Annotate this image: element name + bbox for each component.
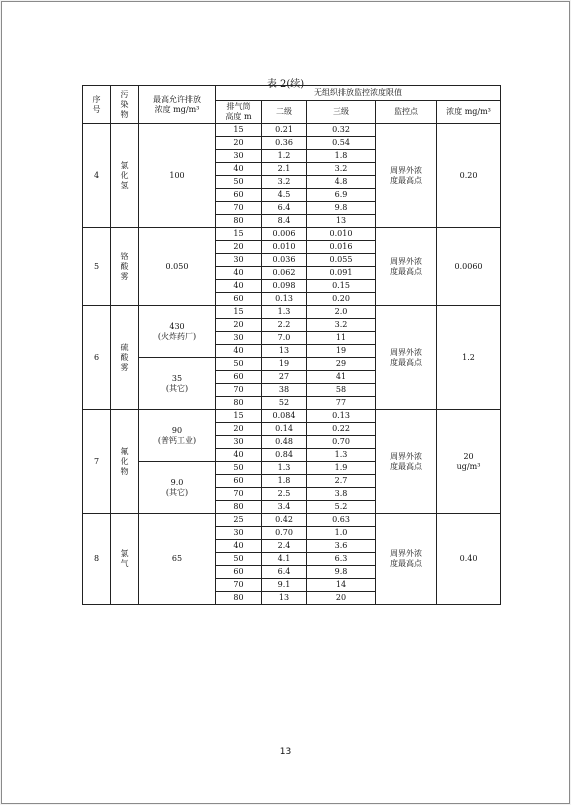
pollutant-cell: 氟 化 物 <box>111 410 139 514</box>
height-cell: 70 <box>216 488 262 501</box>
level2-cell: 0.14 <box>262 423 307 436</box>
max-conc-cell: 430 (火炸药厂) <box>139 306 216 358</box>
level2-cell: 1.3 <box>262 306 307 319</box>
level3-cell: 41 <box>307 371 376 384</box>
monitor-point-cell: 周界外浓 度最高点 <box>376 514 437 605</box>
height-cell: 80 <box>216 215 262 228</box>
height-cell: 40 <box>216 163 262 176</box>
monitor-point-cell: 周界外浓 度最高点 <box>376 124 437 228</box>
table-row <box>83 228 501 241</box>
level2-cell: 3.4 <box>262 501 307 514</box>
height-cell: 40 <box>216 280 262 293</box>
conc-cell: 0.20 <box>437 124 501 228</box>
pollutant-cell: 氯 气 <box>111 514 139 605</box>
level2-cell: 0.006 <box>262 228 307 241</box>
level2-cell: 6.4 <box>262 202 307 215</box>
height-cell: 60 <box>216 475 262 488</box>
level2-cell: 2.5 <box>262 488 307 501</box>
level3-cell: 3.2 <box>307 163 376 176</box>
page-number: 13 <box>279 747 292 757</box>
max-conc-cell: 90 (普钙工业) <box>139 410 216 462</box>
level2-cell: 0.084 <box>262 410 307 423</box>
level3-cell: 58 <box>307 384 376 397</box>
max-conc-cell: 100 <box>139 124 216 228</box>
level3-cell: 0.15 <box>307 280 376 293</box>
height-cell: 30 <box>216 150 262 163</box>
header-stack-height: 排气筒 高度 m <box>216 101 262 124</box>
height-cell: 20 <box>216 319 262 332</box>
level3-cell: 3.2 <box>307 319 376 332</box>
level3-cell: 14 <box>307 579 376 592</box>
level2-cell: 13 <box>262 592 307 605</box>
level3-cell: 19 <box>307 345 376 358</box>
conc-cell: 0.0060 <box>437 228 501 306</box>
level2-cell: 38 <box>262 384 307 397</box>
height-cell: 20 <box>216 423 262 436</box>
level2-cell: 0.098 <box>262 280 307 293</box>
level3-cell: 0.32 <box>307 124 376 137</box>
max-conc-cell: 65 <box>139 514 216 605</box>
level2-cell: 0.010 <box>262 241 307 254</box>
table-caption: 表 2(续) <box>266 79 305 90</box>
level2-cell: 0.70 <box>262 527 307 540</box>
height-cell: 70 <box>216 579 262 592</box>
level3-cell: 2.7 <box>307 475 376 488</box>
level3-cell: 0.055 <box>307 254 376 267</box>
height-cell: 60 <box>216 371 262 384</box>
level2-cell: 2.2 <box>262 319 307 332</box>
height-cell: 30 <box>216 332 262 345</box>
table-row <box>83 410 501 423</box>
height-cell: 40 <box>216 345 262 358</box>
height-cell: 20 <box>216 241 262 254</box>
level3-cell: 6.9 <box>307 189 376 202</box>
level3-cell: 0.63 <box>307 514 376 527</box>
conc-cell: 0.40 <box>437 514 501 605</box>
level2-cell: 8.4 <box>262 215 307 228</box>
header-level2: 二级 <box>262 101 307 124</box>
seq-cell: 7 <box>83 410 111 514</box>
height-cell: 50 <box>216 358 262 371</box>
pollutant-cell: 氯 化 氢 <box>111 124 139 228</box>
header-conc: 浓度 mg/m³ <box>437 101 501 124</box>
level3-cell: 0.70 <box>307 436 376 449</box>
height-cell: 80 <box>216 592 262 605</box>
max-conc-cell: 0.050 <box>139 228 216 306</box>
level3-cell: 20 <box>307 592 376 605</box>
height-cell: 70 <box>216 384 262 397</box>
header-pollutant: 污 染 物 <box>111 86 139 124</box>
height-cell: 40 <box>216 267 262 280</box>
level2-cell: 1.8 <box>262 475 307 488</box>
level3-cell: 3.8 <box>307 488 376 501</box>
level3-cell: 0.54 <box>307 137 376 150</box>
level3-cell: 5.2 <box>307 501 376 514</box>
level2-cell: 4.1 <box>262 553 307 566</box>
height-cell: 50 <box>216 462 262 475</box>
level3-cell: 9.8 <box>307 566 376 579</box>
height-cell: 70 <box>216 202 262 215</box>
seq-cell: 5 <box>83 228 111 306</box>
seq-cell: 6 <box>83 306 111 410</box>
level3-cell: 3.6 <box>307 540 376 553</box>
height-cell: 15 <box>216 124 262 137</box>
height-cell: 50 <box>216 553 262 566</box>
height-cell: 60 <box>216 189 262 202</box>
height-cell: 60 <box>216 293 262 306</box>
height-cell: 15 <box>216 410 262 423</box>
height-cell: 40 <box>216 449 262 462</box>
level2-cell: 0.42 <box>262 514 307 527</box>
level2-cell: 0.062 <box>262 267 307 280</box>
height-cell: 15 <box>216 306 262 319</box>
level3-cell: 13 <box>307 215 376 228</box>
height-cell: 30 <box>216 436 262 449</box>
table-row <box>83 306 501 319</box>
level3-cell: 11 <box>307 332 376 345</box>
level2-cell: 4.5 <box>262 189 307 202</box>
level3-cell: 0.016 <box>307 241 376 254</box>
level2-cell: 0.21 <box>262 124 307 137</box>
level2-cell: 2.1 <box>262 163 307 176</box>
table-row <box>83 124 501 137</box>
level3-cell: 1.9 <box>307 462 376 475</box>
level3-cell: 0.22 <box>307 423 376 436</box>
height-cell: 80 <box>216 397 262 410</box>
monitor-point-cell: 周界外浓 度最高点 <box>376 306 437 410</box>
level2-cell: 9.1 <box>262 579 307 592</box>
header-level3: 三级 <box>307 101 376 124</box>
height-cell: 50 <box>216 176 262 189</box>
level3-cell: 2.0 <box>307 306 376 319</box>
height-cell: 20 <box>216 137 262 150</box>
height-cell: 80 <box>216 501 262 514</box>
level3-cell: 9.8 <box>307 202 376 215</box>
seq-cell: 8 <box>83 514 111 605</box>
max-conc-cell: 9.0 (其它) <box>139 462 216 514</box>
level2-cell: 52 <box>262 397 307 410</box>
seq-cell: 4 <box>83 124 111 228</box>
level3-cell: 0.20 <box>307 293 376 306</box>
level2-cell: 0.36 <box>262 137 307 150</box>
emission-limits-table <box>82 85 501 605</box>
level3-cell: 77 <box>307 397 376 410</box>
level2-cell: 1.3 <box>262 462 307 475</box>
level2-cell: 0.84 <box>262 449 307 462</box>
level2-cell: 0.48 <box>262 436 307 449</box>
level2-cell: 27 <box>262 371 307 384</box>
document-page <box>1 1 570 804</box>
level2-cell: 1.2 <box>262 150 307 163</box>
level2-cell: 13 <box>262 345 307 358</box>
level3-cell: 0.13 <box>307 410 376 423</box>
level3-cell: 1.3 <box>307 449 376 462</box>
pollutant-cell: 硫 酸 雾 <box>111 306 139 410</box>
conc-cell: 20 ug/m³ <box>437 410 501 514</box>
monitor-point-cell: 周界外浓 度最高点 <box>376 228 437 306</box>
header-monitor-point: 监控点 <box>376 101 437 124</box>
level3-cell: 0.010 <box>307 228 376 241</box>
level2-cell: 0.036 <box>262 254 307 267</box>
height-cell: 40 <box>216 540 262 553</box>
table-row <box>83 514 501 527</box>
monitor-point-cell: 周界外浓 度最高点 <box>376 410 437 514</box>
level3-cell: 4.8 <box>307 176 376 189</box>
height-cell: 60 <box>216 566 262 579</box>
level2-cell: 2.4 <box>262 540 307 553</box>
header-group-title: 无组织排放监控浓度限值 <box>216 86 501 101</box>
header-seq: 序 号 <box>83 86 111 124</box>
level2-cell: 0.13 <box>262 293 307 306</box>
level2-cell: 7.0 <box>262 332 307 345</box>
level2-cell: 3.2 <box>262 176 307 189</box>
pollutant-cell: 铬 酸 雾 <box>111 228 139 306</box>
level3-cell: 1.8 <box>307 150 376 163</box>
level2-cell: 19 <box>262 358 307 371</box>
level3-cell: 6.3 <box>307 553 376 566</box>
table-body <box>83 124 501 605</box>
level3-cell: 29 <box>307 358 376 371</box>
height-cell: 30 <box>216 254 262 267</box>
header-max-conc: 最高允许排放 浓度 mg/m³ <box>139 86 216 124</box>
level3-cell: 0.091 <box>307 267 376 280</box>
level3-cell: 1.0 <box>307 527 376 540</box>
conc-cell: 1.2 <box>437 306 501 410</box>
max-conc-cell: 35 (其它) <box>139 358 216 410</box>
height-cell: 25 <box>216 514 262 527</box>
height-cell: 30 <box>216 527 262 540</box>
level2-cell: 6.4 <box>262 566 307 579</box>
height-cell: 15 <box>216 228 262 241</box>
